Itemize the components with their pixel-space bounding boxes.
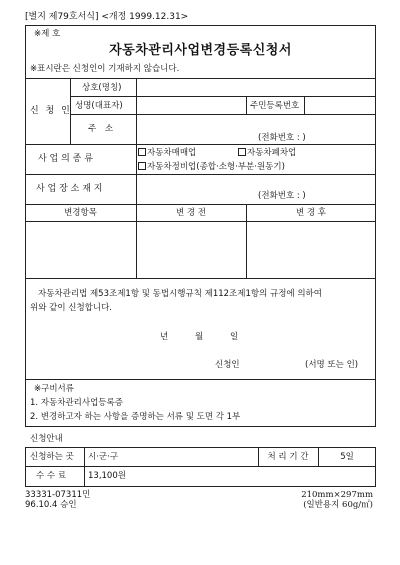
guide-heading: 신청안내 [30,434,63,444]
date-day-label: 일 [230,332,239,342]
before-change-field[interactable] [138,223,244,276]
change-item-field[interactable] [27,223,134,276]
checkbox-car-scrapping[interactable] [238,148,246,156]
address-phone-label: (전화번호 : ) [258,133,306,143]
company-name-field[interactable] [138,80,374,94]
business-place-field[interactable] [138,176,374,202]
resident-number-field[interactable] [306,98,374,112]
documents-heading: ※구비서류 [34,384,74,394]
business-type-label: 사 업 의 종 류 [38,154,93,164]
company-name-label: 상호(명칭) [82,83,122,93]
before-change-header: 변 경 전 [175,208,207,218]
business-place-label: 사 업 장 소 재 지 [36,184,103,194]
after-change-header: 변 경 후 [295,208,327,218]
address-label: 주 소 [88,124,117,134]
form-title: 자동차관리사업변경등록신청서 [109,43,292,58]
applicant-signature-label: 신청인 [215,360,240,370]
form-notice: ※표시란은 신청인이 기재하지 않습니다. [30,64,180,74]
document-item-2: 2. 변경하고자 하는 사항을 증명하는 서류 및 도면 각 1부 [30,412,241,422]
representative-name-label: 성명(대표자) [75,101,123,111]
fee-label: 수 수 료 [36,471,67,481]
option-car-dealer[interactable] [138,148,196,158]
address-field[interactable] [138,116,374,142]
representative-name-field[interactable] [138,98,244,112]
applicant-signature-field[interactable] [245,356,300,372]
option-car-scrapping[interactable] [238,148,296,158]
option-car-repair-label: 자동차정비업(종합·소형·부분·원동기) [147,162,285,172]
business-place-phone-label: (전화번호 : ) [258,191,306,201]
checkbox-car-dealer[interactable] [138,148,146,156]
form-number-label: ※제 호 [34,29,61,39]
form-code: 33331-07311민 [25,490,91,500]
resident-number-label: 주민등록번호 [250,101,300,111]
approval-date: 96.10.4 승인 [25,500,77,510]
applicant-group-label: 신 청 인 [30,106,72,116]
document-item-1: 1. 자동차관리사업등록증 [30,398,123,408]
sign-or-seal-label: (서명 또는 인) [305,360,359,370]
date-month-label: 월 [195,332,204,342]
change-item-header: 변경항목 [64,208,97,218]
option-car-repair[interactable] [138,162,285,172]
option-car-dealer-label: 자동차매매업 [147,148,197,158]
office-label: 신청하는 곳 [30,452,74,462]
after-change-field[interactable] [248,223,374,276]
fee-value: 13,100원 [88,471,126,481]
processing-period-label: 처 리 기 간 [267,452,309,462]
form-reference-note: [별지 제79호서식] <개정 1999.12.31> [25,12,189,22]
statement-line-2: 위와 같이 신청합니다. [30,303,113,313]
statement-line-1: 자동차관리법 제53조제1항 및 동법시행규칙 제112조제1항의 규정에 의하여 [38,289,322,299]
paper-weight: (일반용지 60g/㎡) [303,500,373,510]
option-car-scrapping-label: 자동차폐차업 [247,148,297,158]
office-value: 시·군·구 [88,452,119,462]
paper-size: 210mm×297mm [301,490,373,500]
processing-period-value: 5일 [340,452,354,462]
checkbox-car-repair[interactable] [138,162,146,170]
date-year-label: 년 [160,332,169,342]
